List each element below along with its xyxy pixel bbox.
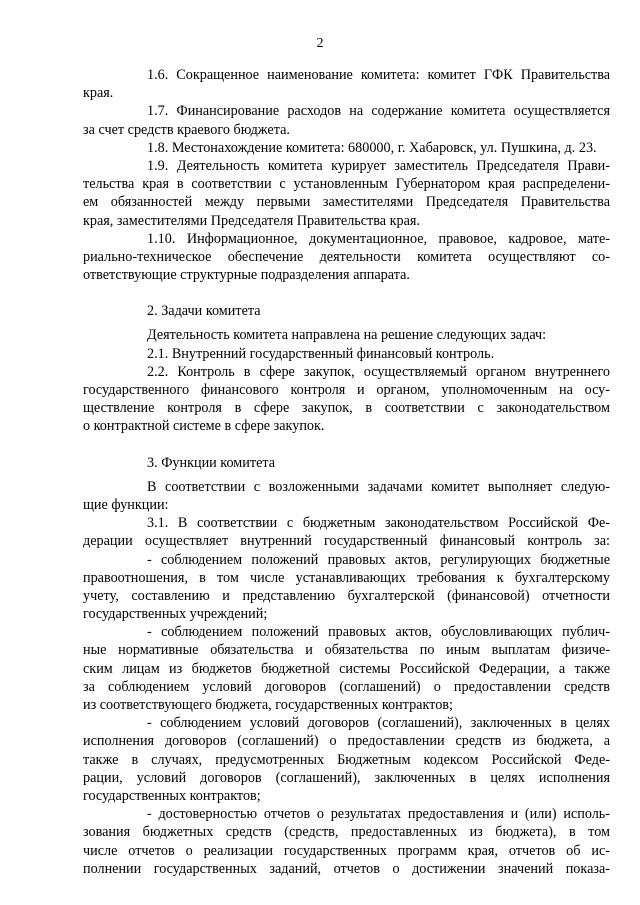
list-item-report-reliability [83, 805, 610, 878]
text-line: правоотношения, в том числе устанавливающих требования к бухгалтерскому [83, 569, 610, 586]
text-line: ществление контроля в сфере закупок, в соответствии с законодательством [83, 400, 610, 417]
text-line: за счет средств краевого бюджета. [83, 121, 290, 138]
text-line: В соответствии с возложенными задачами комитет выполняет следую- [147, 478, 610, 495]
text-line: зования бюджетных средств (средств, предоставленных из бюджета), в том [83, 824, 610, 841]
list-item-contract-conditions [83, 714, 610, 805]
text-line: 2.2. Контроль в сфере закупок, осуществляемый органом внутреннего [147, 363, 610, 380]
paragraph-1-9 [83, 157, 610, 230]
text-line: ским лицам из бюджетов бюджетной системы Российской Федерации, а также [83, 660, 610, 677]
text-line: 1.8. Местонахождение комитета: 680000, г. Хабаровск, ул. Пушкина, д. 23. [147, 139, 597, 156]
text-line: учету, составлению и представлению бухгалтерской (финансовой) отчетности [83, 587, 610, 604]
text-line: 1.9. Деятельность комитета курирует заместитель Председателя Прави- [147, 157, 610, 174]
list-item-public-obligations [83, 623, 610, 714]
text-line: полнении государственных заданий, отчетов о достижении значений показа- [83, 860, 610, 877]
text-line: щие функции: [83, 496, 169, 513]
text-line: - соблюдением положений правовых актов, обусловливающих публич- [147, 624, 610, 641]
section-title: 3. Функции комитета [147, 454, 276, 471]
section-heading-functions [83, 454, 610, 472]
text-line: - достоверностью отчетов о результатах предоставления и (или) исполь- [147, 806, 610, 823]
text-line: тельства края в соответствии с установленным Губернатором края распределени- [83, 176, 610, 193]
text-line: края, заместителями Председателя Правительства края. [83, 212, 420, 229]
text-line: государственных учреждений; [83, 606, 268, 623]
paragraph-1-7 [83, 102, 610, 138]
text-line: риально-техническое обеспечение деятельности комитета осуществляют со- [83, 248, 610, 265]
document-body [83, 66, 610, 878]
text-line: дерации осуществляет внутренний государственный финансовый контроль за: [83, 533, 610, 550]
paragraph-1-10 [83, 230, 610, 285]
paragraph-2-1 [83, 345, 610, 363]
text-line: за соблюдением условий договоров (соглашений) о предоставлении средств [83, 678, 610, 695]
text-line: края. [83, 85, 114, 102]
text-line: исполнения договоров (соглашений) о предоставлении средств из бюджета, а [83, 733, 610, 750]
text-line: ем обязанностей между первыми заместителями Председателя Правительства [83, 194, 610, 211]
page-number: 2 [316, 36, 324, 51]
section-title: 2. Задачи комитета [147, 303, 261, 320]
text-line: 1.7. Финансирование расходов на содержание комитета осуществляется [147, 103, 610, 120]
text-line: государственных контрактов; [83, 787, 261, 804]
paragraph-1-8 [83, 139, 610, 157]
text-line: 2.1. Внутренний государственный финансовый контроль. [147, 345, 495, 362]
text-line: также в случаях, предусмотренных Бюджетным кодексом Российской Феде- [83, 751, 610, 768]
text-line: из соответствующего бюджета, государственных контрактов; [83, 697, 453, 713]
paragraph-3-1 [83, 514, 610, 550]
section-heading-tasks [83, 302, 610, 320]
paragraph-functions-intro [83, 478, 610, 514]
text-line: ные нормативные обязательства и обязательства по иным выплатам физиче- [83, 642, 610, 659]
text-line: рации, условий договоров (соглашений), заключенных в целях исполнения [83, 769, 610, 786]
text-line: о контрактной системе в сфере закупок. [83, 418, 325, 435]
text-line: - соблюдением условий договоров (соглашений), заключенных в целях [147, 715, 610, 732]
text-line: 1.10. Информационное, документационное, правовое, кадровое, мате- [147, 230, 610, 247]
text-line: - соблюдением положений правовых актов, регулирующих бюджетные [147, 551, 610, 568]
paragraph-1-6 [83, 66, 610, 102]
text-line: 1.6. Сокращенное наименование комитета: комитет ГФК Правительства [147, 67, 610, 83]
paragraph-tasks-intro [83, 326, 610, 344]
list-item-legal-acts [83, 551, 610, 624]
text-line: ответствующие структурные подразделения аппарата. [83, 267, 410, 284]
paragraph-2-2 [83, 363, 610, 436]
text-line: числе отчетов о реализации государственных программ края, отчетов об ис- [83, 842, 610, 859]
text-line: Деятельность комитета направлена на решение следующих задач: [147, 327, 547, 344]
text-line: государственного финансового контроля и органом, уполномоченным на осу- [83, 382, 610, 398]
text-line: 3.1. В соответствии с бюджетным законодательством Российской Фе- [147, 515, 610, 532]
